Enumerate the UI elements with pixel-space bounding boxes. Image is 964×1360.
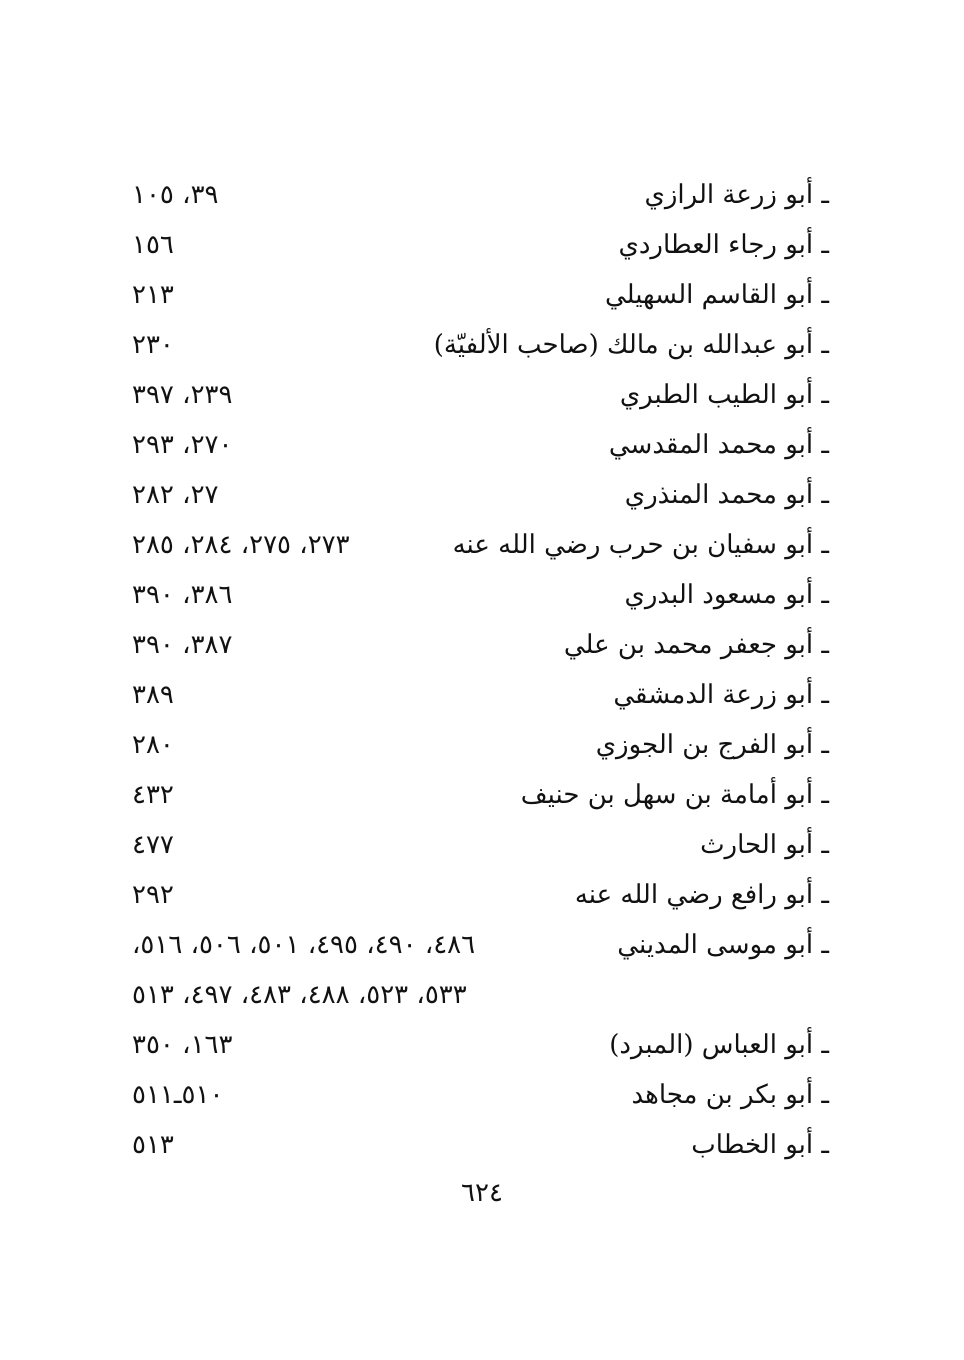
index-entry xyxy=(0,170,964,220)
index-entry xyxy=(0,820,964,870)
index-entry xyxy=(0,670,964,720)
index-entry xyxy=(0,470,964,520)
index-entry-continuation xyxy=(0,970,964,1020)
entry-name: ـ أبو محمد المنذري xyxy=(624,480,829,510)
entry-name: ـ أبو الحارث xyxy=(700,830,829,860)
index-entry xyxy=(0,1120,964,1170)
index-entry xyxy=(0,420,964,470)
entry-pages: ٢٧٠، ٢٩٣ xyxy=(132,430,233,460)
index-entry xyxy=(0,320,964,370)
entry-pages: ١٥٦ xyxy=(132,230,174,260)
entry-name: ـ أبو موسى المديني xyxy=(617,930,829,960)
entry-name: ـ أبو الطيب الطبري xyxy=(619,380,829,410)
entry-name: ـ أبو جعفر محمد بن علي xyxy=(563,630,829,660)
entry-pages: ٢٩٢ xyxy=(132,880,174,910)
index-entry xyxy=(0,220,964,270)
index-entry xyxy=(0,520,964,570)
index-entry xyxy=(0,270,964,320)
entry-pages: ٣٩، ١٠٥ xyxy=(132,180,219,210)
index-entry xyxy=(0,770,964,820)
entry-name: ـ أبو سفيان بن حرب رضي الله عنه xyxy=(452,530,829,560)
index-list xyxy=(0,170,964,1170)
index-entry xyxy=(0,920,964,970)
entry-name: ـ أبو العباس (المبرد) xyxy=(609,1030,829,1060)
entry-name: ـ أبو رجاء العطاردي xyxy=(618,230,829,260)
entry-pages: ٤٨٦، ٤٩٠، ٤٩٥، ٥٠١، ٥٠٦، ٥١٦، xyxy=(132,930,476,960)
entry-name: ـ أبو مسعود البدري xyxy=(624,580,829,610)
entry-name: ـ أبو زرعة الرازي xyxy=(644,180,829,210)
index-entry xyxy=(0,370,964,420)
entry-pages: ٢١٣ xyxy=(132,280,174,310)
index-entry xyxy=(0,620,964,670)
entry-name: ـ أبو بكر بن مجاهد xyxy=(631,1080,829,1110)
entry-pages: ٢٨٠ xyxy=(132,730,174,760)
entry-pages: ٢٧، ٢٨٢ xyxy=(132,480,219,510)
entry-pages: ٥٣٣، ٥٢٣، ٤٨٨، ٤٨٣، ٤٩٧، ٥١٣ xyxy=(132,980,467,1010)
entry-pages: ٤٣٢ xyxy=(132,780,174,810)
entry-name: ـ أبو زرعة الدمشقي xyxy=(613,680,829,710)
entry-pages: ٢٣٩، ٣٩٧ xyxy=(132,380,233,410)
entry-pages: ٤٧٧ xyxy=(132,830,174,860)
page-number: ٦٢٤ xyxy=(461,1178,503,1208)
entry-pages: ٥١٠ـ٥١١ xyxy=(132,1080,224,1110)
entry-name: ـ أبو رافع رضي الله عنه xyxy=(574,880,829,910)
entry-name: ـ أبو الخطاب xyxy=(691,1130,829,1160)
entry-pages: ٣٨٩ xyxy=(132,680,174,710)
index-entry xyxy=(0,870,964,920)
index-entry xyxy=(0,720,964,770)
entry-name: ـ أبو محمد المقدسي xyxy=(608,430,829,460)
entry-pages: ٢٣٠ xyxy=(132,330,174,360)
entry-name: ـ أبو الفرج بن الجوزي xyxy=(595,730,829,760)
index-entry xyxy=(0,1070,964,1120)
index-entry xyxy=(0,570,964,620)
entry-pages: ١٦٣، ٣٥٠ xyxy=(132,1030,233,1060)
entry-pages: ٣٨٦، ٣٩٠ xyxy=(132,580,233,610)
entry-pages: ٥١٣ xyxy=(132,1130,174,1160)
entry-pages: ٣٨٧، ٣٩٠ xyxy=(132,630,233,660)
entry-pages: ٢٧٣، ٢٧٥، ٢٨٤، ٢٨٥ xyxy=(132,530,350,560)
index-entry xyxy=(0,1020,964,1070)
entry-name: ـ أبو أمامة بن سهل بن حنيف xyxy=(520,780,829,810)
entry-name: ـ أبو عبدالله بن مالك (صاحب الألفيّة) xyxy=(433,330,829,360)
entry-name: ـ أبو القاسم السهيلي xyxy=(604,280,829,310)
